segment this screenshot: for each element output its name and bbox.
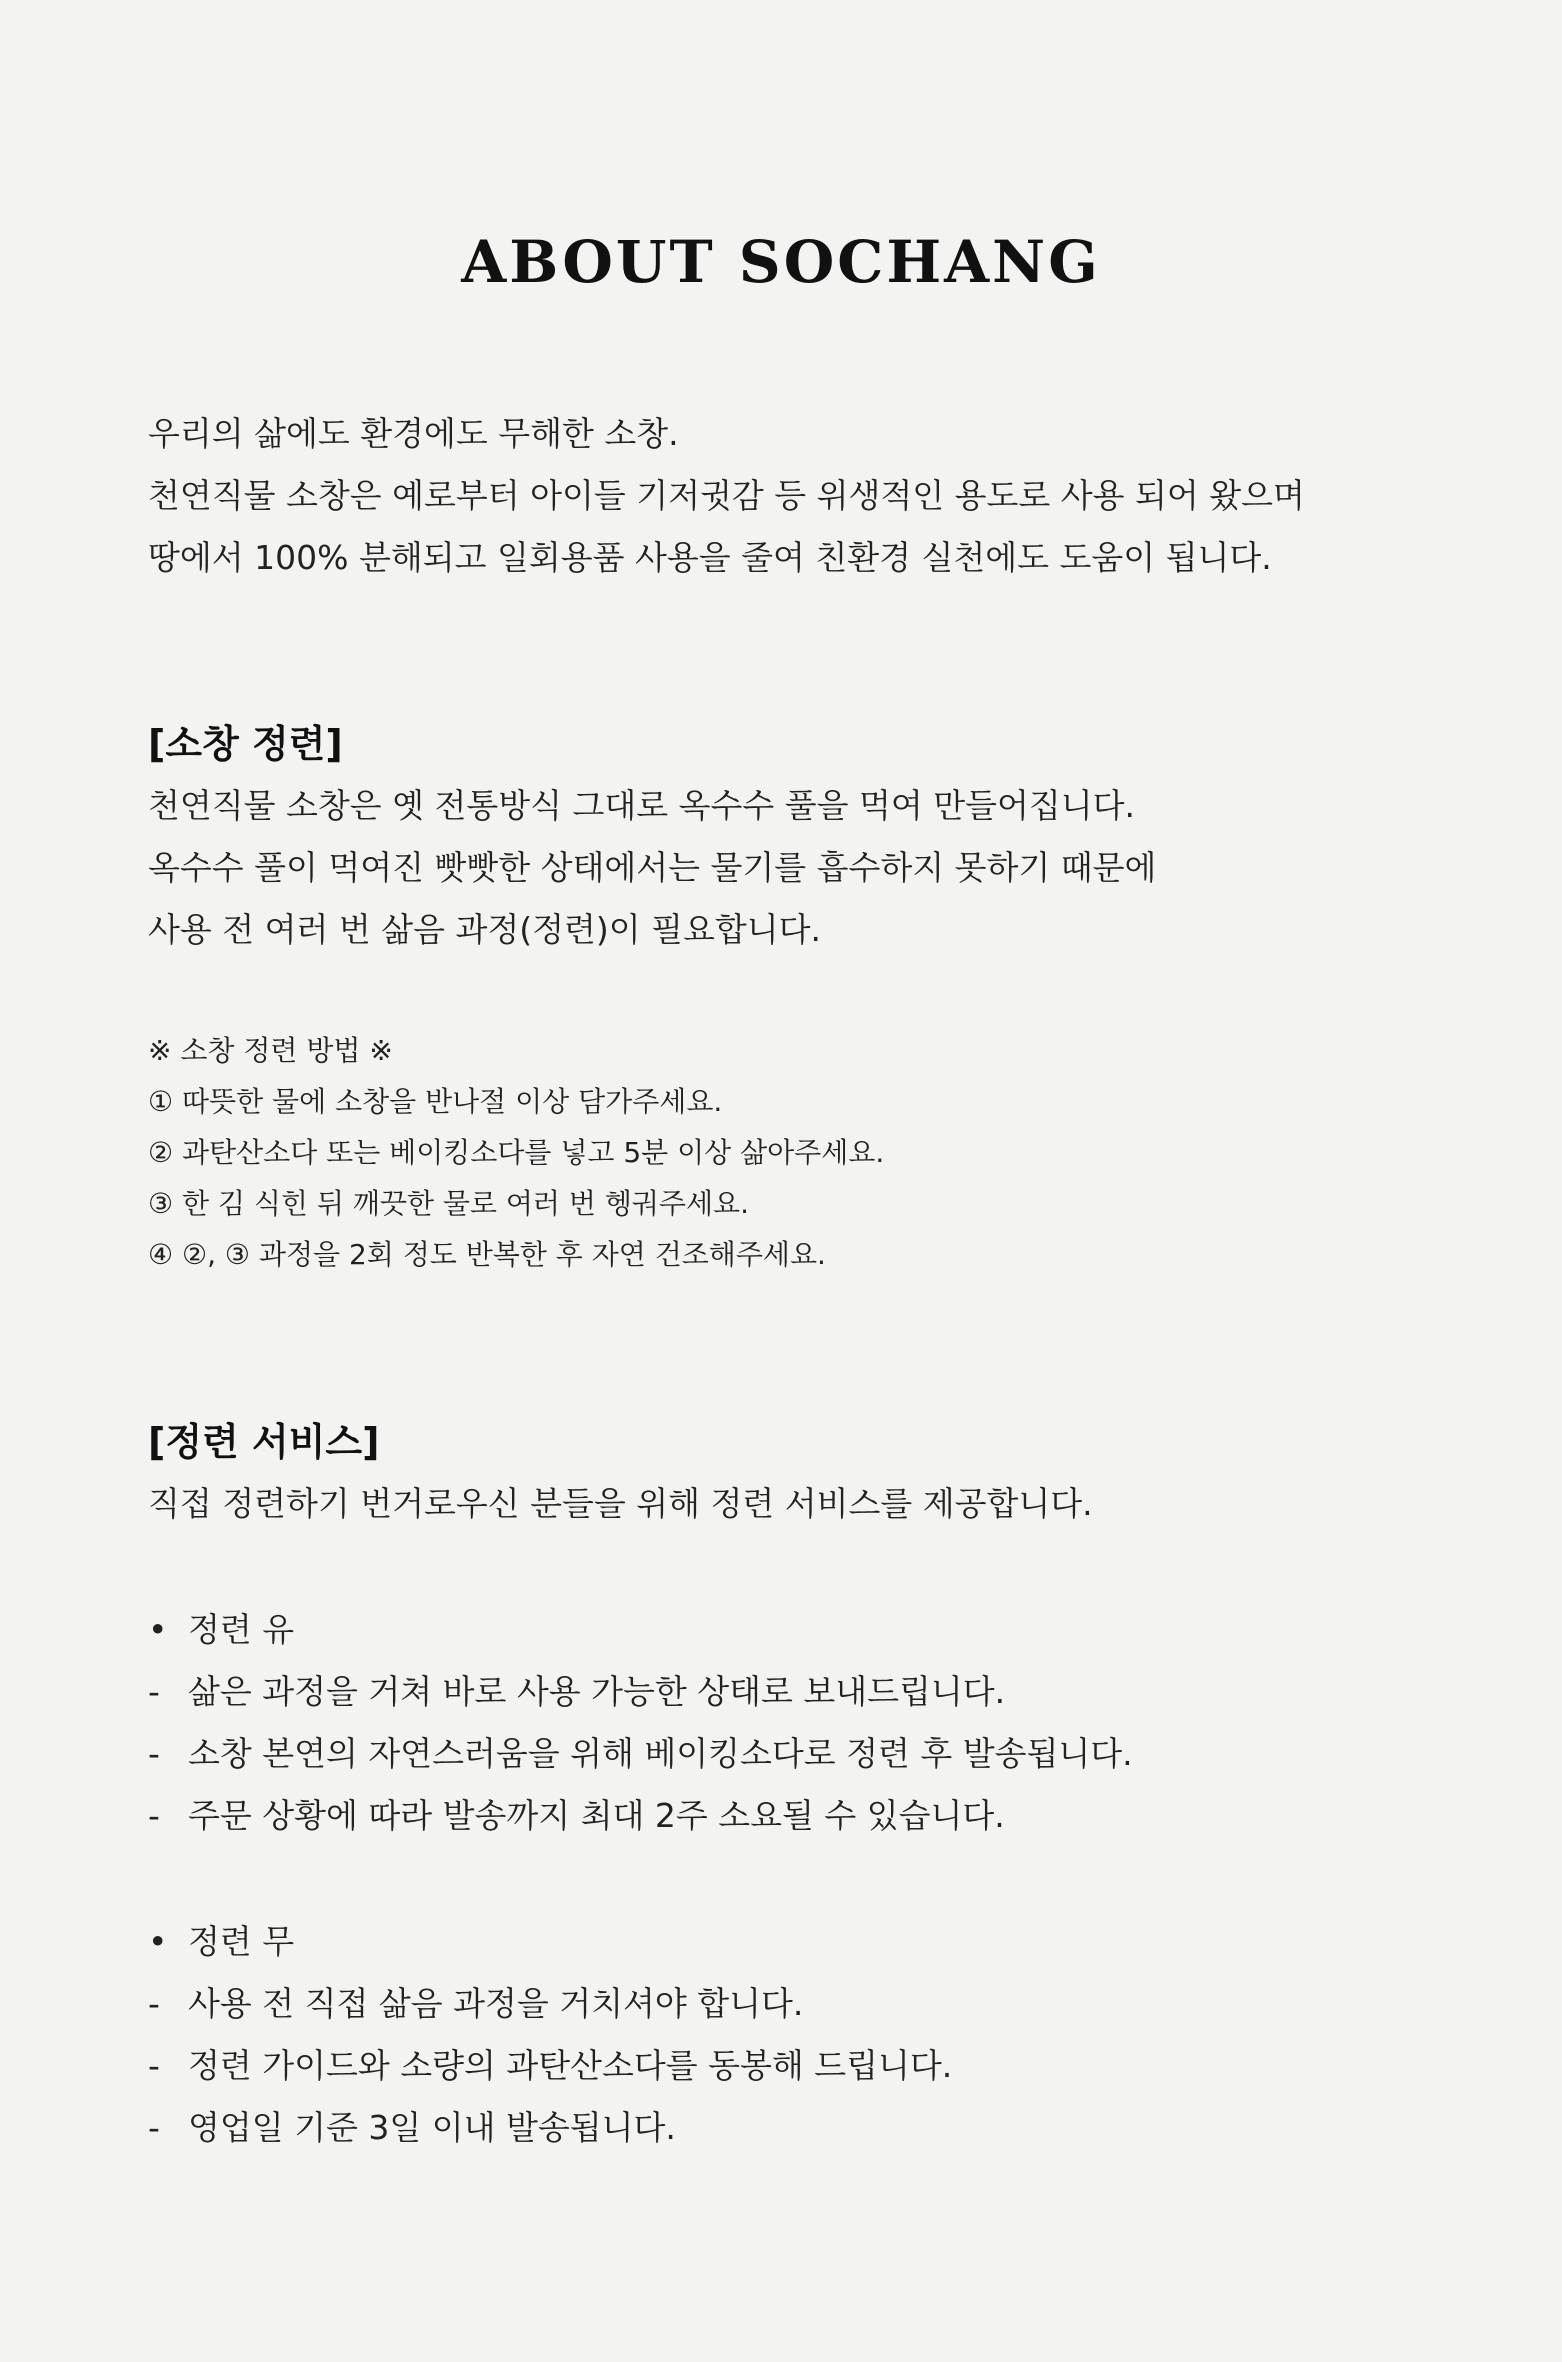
refining-method-list — [148, 1025, 1438, 1280]
section-service — [148, 1411, 1438, 1535]
option-label: 정련 유 — [188, 1610, 295, 1649]
option-with-refining — [148, 1599, 1438, 1847]
service-intro: 직접 정련하기 번거로우신 분들을 위해 정련 서비스를 제공합니다. — [148, 1484, 1093, 1523]
option-item — [148, 2035, 1438, 2097]
dash-marker: - — [148, 1796, 160, 1835]
page-title: ABOUT SOCHANG — [461, 228, 1101, 296]
dash-marker: - — [148, 2108, 160, 2147]
bullet-marker: • — [148, 1610, 168, 1649]
section-refining — [148, 713, 1438, 961]
option-item-text: 영업일 기준 3일 이내 발송됩니다. — [188, 2108, 676, 2147]
method-step: ④ ②, ③ 과정을 2회 정도 반복한 후 자연 건조해주세요. — [148, 1238, 826, 1271]
method-step: ② 과탄산소다 또는 베이킹소다를 넣고 5분 이상 삶아주세요. — [148, 1136, 885, 1169]
option-title — [148, 1599, 1438, 1661]
section-line: 사용 전 여러 번 삶음 과정(정련)이 필요합니다. — [148, 910, 821, 949]
option-item-text: 삶은 과정을 거쳐 바로 사용 가능한 상태로 보내드립니다. — [188, 1672, 1006, 1711]
option-item-text: 정련 가이드와 소량의 과탄산소다를 동봉해 드립니다. — [188, 2046, 953, 2085]
option-title — [148, 1911, 1438, 1973]
section-heading: [정련 서비스] — [148, 1420, 380, 1464]
intro-line: 땅에서 100% 분해되고 일회용품 사용을 줄여 친환경 실천에도 도움이 됩니다. — [148, 538, 1272, 577]
dash-marker: - — [148, 1734, 160, 1773]
intro-line: 우리의 삶에도 환경에도 무해한 소창. — [148, 414, 679, 453]
intro-paragraph — [148, 403, 1438, 589]
method-title: ※ 소창 정련 방법 ※ — [148, 1034, 393, 1067]
option-item-text: 주문 상황에 따라 발송까지 최대 2주 소요될 수 있습니다. — [188, 1796, 1005, 1835]
method-step: ③ 한 김 식힌 뒤 깨끗한 물로 여러 번 헹궈주세요. — [148, 1187, 749, 1220]
option-item-text: 사용 전 직접 삶음 과정을 거치셔야 합니다. — [188, 1984, 804, 2023]
method-step: ① 따뜻한 물에 소창을 반나절 이상 담가주세요. — [148, 1085, 723, 1118]
section-heading: [소창 정련] — [148, 722, 343, 766]
dash-marker: - — [148, 1672, 160, 1711]
option-item — [148, 1973, 1438, 2035]
option-item — [148, 1785, 1438, 1847]
option-item-text: 소창 본연의 자연스러움을 위해 베이킹소다로 정련 후 발송됩니다. — [188, 1734, 1133, 1773]
section-line: 천연직물 소창은 옛 전통방식 그대로 옥수수 풀을 먹여 만들어집니다. — [148, 786, 1135, 825]
bullet-marker: • — [148, 1922, 168, 1961]
dash-marker: - — [148, 1984, 160, 2023]
option-item — [148, 1661, 1438, 1723]
option-item — [148, 2097, 1438, 2159]
dash-marker: - — [148, 2046, 160, 2085]
option-item — [148, 1723, 1438, 1785]
option-label: 정련 무 — [188, 1922, 295, 1961]
option-without-refining — [148, 1911, 1438, 2159]
intro-line: 천연직물 소창은 예로부터 아이들 기저귓감 등 위생적인 용도로 사용 되어 왔으며 — [148, 476, 1305, 515]
section-line: 옥수수 풀이 먹여진 빳빳한 상태에서는 물기를 흡수하지 못하기 때문에 — [148, 848, 1157, 887]
